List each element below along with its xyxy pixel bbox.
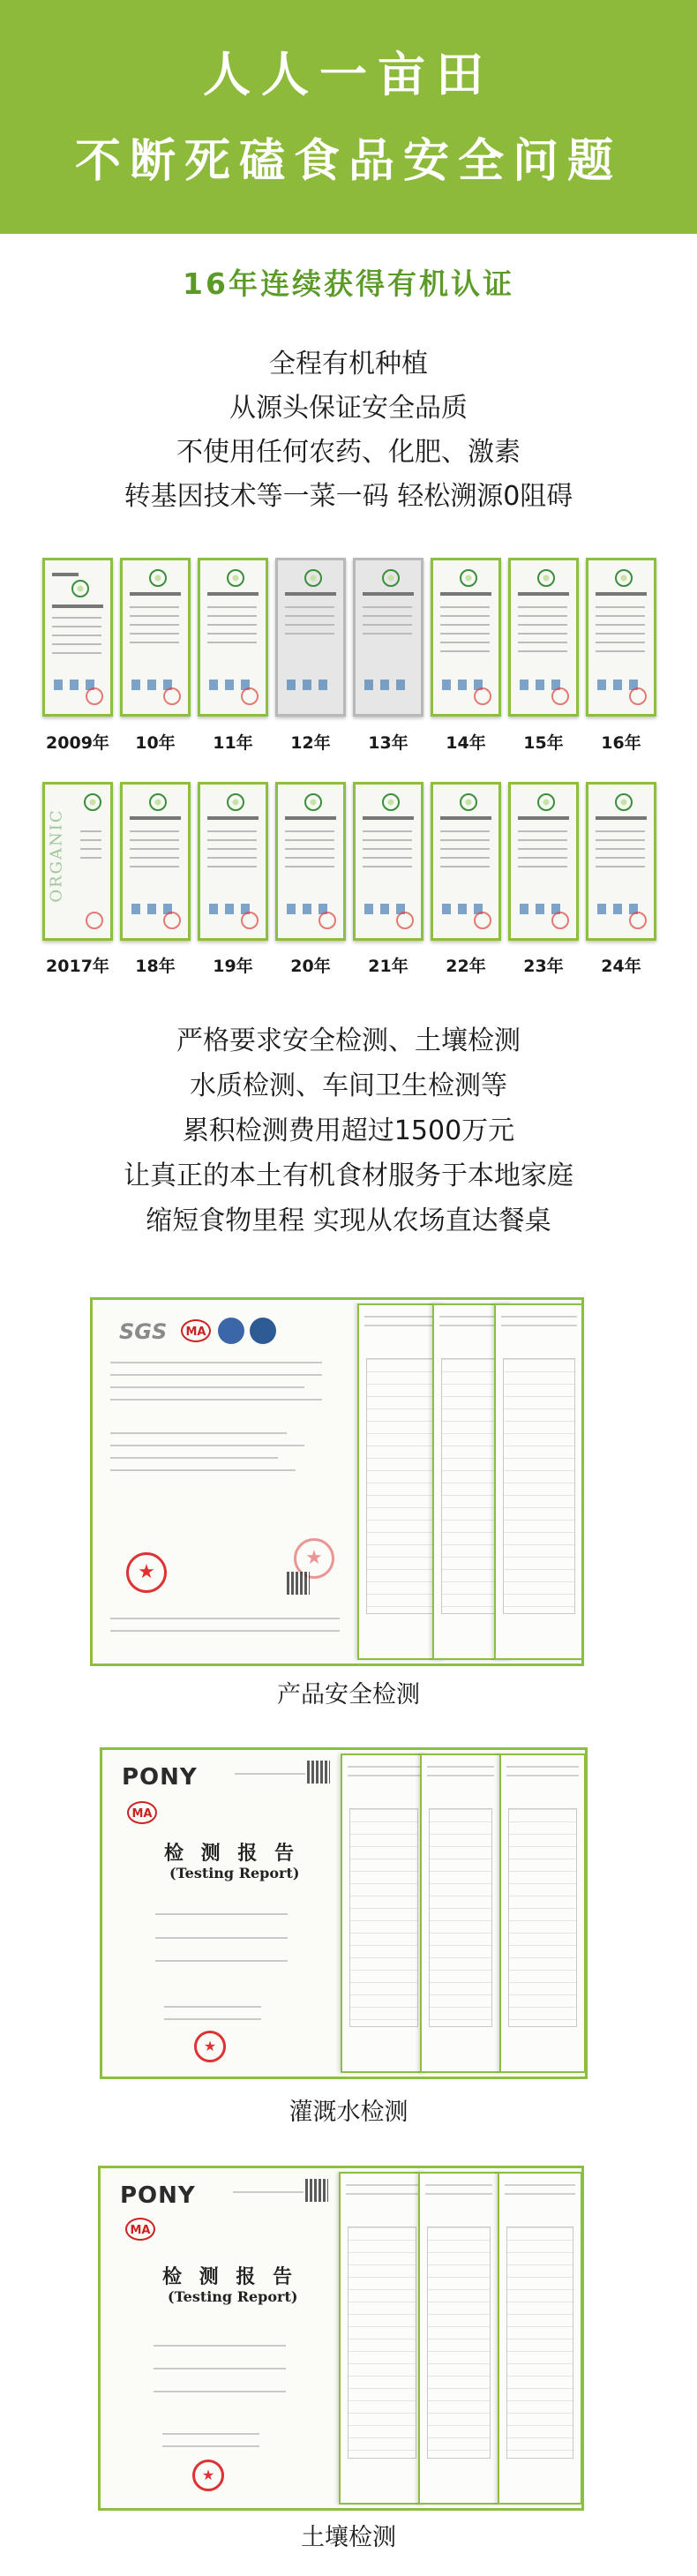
testing-description: [0, 1018, 697, 1243]
year-label: 10年: [135, 733, 176, 753]
testing-item: 让真正的本土有机食材服务于本地家庭: [124, 1160, 573, 1191]
report-caption: 产品安全检测: [277, 1681, 420, 1709]
pony-logo: PONY: [120, 2182, 196, 2209]
report-page: [341, 1754, 427, 2073]
year-label: 22年: [446, 957, 486, 976]
report-cover-page: [101, 2168, 339, 2508]
report-subtitle: (Testing Report): [168, 2288, 298, 2305]
year-label: 21年: [368, 957, 408, 976]
year-label: 24年: [601, 957, 641, 976]
header-title: 人人一亩田: [203, 47, 494, 102]
soil-test-report-image: [98, 2166, 584, 2511]
organic-certificate-image: [353, 558, 423, 717]
organic-certificate-image: [275, 782, 346, 941]
ma-logo: MA: [125, 2218, 155, 2241]
certificate-row-2009-2016: [42, 558, 656, 717]
report-page: [499, 1754, 586, 2073]
organic-certificate-image: [120, 782, 191, 941]
year-label: 19年: [213, 957, 253, 976]
certification-heading: 16年连续获得有机认证: [183, 267, 514, 301]
feature-item: 全程有机种植: [269, 349, 428, 379]
pony-logo: PONY: [122, 1764, 198, 1791]
organic-certificate-image: [275, 558, 346, 717]
feature-item: 从源头保证安全品质: [229, 393, 468, 424]
header-slogan: 不断死磕食品安全问题: [74, 135, 622, 188]
organic-certificate-image: [586, 782, 656, 941]
year-label: 11年: [213, 733, 253, 753]
year-label: 12年: [290, 733, 331, 753]
organic-certificate-image: [198, 558, 268, 717]
year-label: 13年: [368, 733, 408, 753]
organic-certificate-image: [508, 558, 579, 717]
qr-code-icon: [305, 2179, 328, 2202]
year-label: 18年: [135, 957, 176, 976]
feature-item: 转基因技术等一菜一码 轻松溯源0阻碍: [124, 481, 573, 512]
testing-item: 缩短食物里程 实现从农场直达餐桌: [146, 1205, 551, 1236]
header-banner: [0, 0, 697, 234]
organic-certificate-image: [431, 782, 501, 941]
testing-item: 水质检测、车间卫生检测等: [190, 1070, 507, 1101]
red-seal-icon: ★: [294, 1538, 334, 1579]
red-seal-icon: ★: [126, 1552, 167, 1593]
report-page: [420, 1754, 501, 2073]
certificate-years-row-1: [42, 730, 656, 751]
organic-watermark: ORGANIC: [47, 808, 66, 903]
organic-certificate-image: [42, 558, 113, 717]
year-label: 23年: [523, 957, 564, 976]
organic-certificate-image: [353, 782, 423, 941]
qr-code-icon: [287, 1572, 310, 1595]
report-subtitle: (Testing Report): [169, 1865, 300, 1881]
year-label: 2017年: [46, 957, 109, 976]
certificate-years-row-2: [42, 953, 656, 974]
year-label: 2009年: [46, 733, 109, 753]
feature-list: [0, 342, 697, 519]
testing-item: 严格要求安全检测、土壤检测: [176, 1025, 521, 1056]
irrigation-water-report-image: [100, 1747, 588, 2079]
year-label: 20年: [290, 957, 331, 976]
report-page: [418, 2172, 499, 2505]
year-label: 15年: [523, 733, 564, 753]
year-label: 16年: [601, 733, 641, 753]
feature-item: 不使用任何农药、化肥、激素: [176, 437, 521, 468]
sgs-test-report-image: [90, 1297, 584, 1666]
organic-certificate-image: [586, 558, 656, 717]
certificate-row-2017-2024: [42, 782, 656, 941]
organic-certificate-image: [120, 558, 191, 717]
report-cover-page: [93, 1300, 357, 1664]
organic-certificate-image: [198, 782, 268, 941]
qr-code-icon: [307, 1761, 330, 1784]
organic-certificate-image: [42, 782, 113, 941]
testing-item: 累积检测费用超过1500万元: [182, 1115, 515, 1146]
report-cover-page: [102, 1750, 341, 2077]
report-caption: 土壤检测: [301, 2524, 396, 2551]
red-seal-icon: ★: [194, 2031, 226, 2062]
report-page: [498, 2172, 582, 2505]
report-page: [339, 2172, 425, 2505]
report-title: 检 测 报 告: [164, 1842, 299, 1865]
organic-certificate-image: [431, 558, 501, 717]
report-caption: 灌溉水检测: [289, 2099, 408, 2126]
organic-certificate-image: [508, 782, 579, 941]
accreditation-logo: [218, 1318, 244, 1344]
red-seal-icon: ★: [192, 2460, 224, 2491]
ma-logo: MA: [127, 1801, 157, 1824]
report-title: 检 测 报 告: [162, 2265, 297, 2288]
sgs-logo: SGS: [119, 1319, 168, 1344]
year-label: 14年: [446, 733, 486, 753]
ma-logo: MA: [181, 1319, 211, 1342]
report-page: [494, 1303, 584, 1660]
cnas-logo: [250, 1318, 276, 1344]
